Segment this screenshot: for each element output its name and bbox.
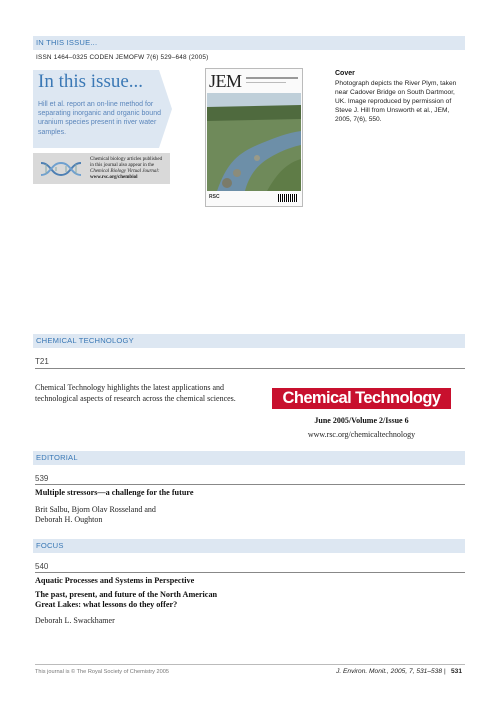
in-this-issue-title: In this issue... <box>38 71 144 92</box>
chem-tech-issue: June 2005/Volume 2/Issue 6 <box>314 416 409 425</box>
footer-copyright: This journal is © The Royal Society of Chemistry 2005 <box>35 669 169 675</box>
section-band-editorial: EDITORIAL <box>33 451 465 465</box>
virtual-journal-text <box>90 157 162 181</box>
editorial-authors-line-1: Brit Salbu, Bjorn Olav Rosseland and <box>35 505 156 514</box>
focus-series-title: Aquatic Processes and Systems in Perspective <box>35 576 195 585</box>
chem-tech-rule <box>35 368 465 369</box>
virtual-journal-box <box>33 153 170 184</box>
chem-tech-page-number: T21 <box>35 357 49 366</box>
cover-heading: Cover <box>335 70 355 77</box>
focus-article-title-line-2[interactable]: Great Lakes: what lessons do they offer? <box>35 600 178 609</box>
river-photo <box>207 93 301 191</box>
footer-separator: | <box>444 668 446 675</box>
in-this-issue-text: Hill et al. report an on-line method for separating inorganic and organic bound uranium species present in river water samples. <box>38 101 161 136</box>
cover-header-rule <box>246 77 298 79</box>
footer-citation: J. Environ. Monit., 2005, 7, 531–538 <box>336 668 442 675</box>
focus-page-number: 540 <box>35 562 49 571</box>
editorial-page-number: 539 <box>35 474 49 483</box>
chem-tech-url[interactable]: www.rsc.org/chemicaltechnology <box>307 430 416 439</box>
footer-rule <box>35 664 465 665</box>
vj-line-1: Chemical biology articles published <box>90 157 163 162</box>
chemical-technology-logo-text: Chemical Technology <box>282 389 441 407</box>
chemical-technology-logo <box>272 388 451 409</box>
chem-tech-description: Chemical Technology highlights the latest applications and technological aspects of research across the chemical sciences. <box>35 383 236 403</box>
focus-article-title-line-1[interactable]: The past, present, and future of the North American <box>35 590 218 599</box>
section-band-focus: FOCUS <box>33 539 465 553</box>
barcode-icon <box>278 194 298 202</box>
cover-header-rule-2 <box>246 82 286 83</box>
jem-logo: JEM <box>209 71 242 91</box>
cover-caption: Photograph depicts the River Plym, taken near Cadover Bridge on South Dartmoor, UK. Image reproduced by permission of Steve J. Hill from Unsworth et al., JEM, 2005, 7(6), 550. <box>335 80 457 123</box>
footer-page-number: 531 <box>451 668 463 675</box>
vj-line-2: in this journal also appear in the <box>90 163 155 168</box>
issn-line: ISSN 1464–0325 CODEN JEMOFW 7(6) 529–648 (2005) <box>36 54 209 61</box>
section-band-chemical-technology: CHEMICAL TECHNOLOGY <box>33 334 465 348</box>
editorial-authors-line-2: Deborah H. Oughton <box>35 515 103 524</box>
journal-cover-image <box>205 68 303 207</box>
focus-author: Deborah L. Swackhamer <box>35 616 115 625</box>
editorial-title[interactable]: Multiple stressors—a challenge for the future <box>35 488 194 497</box>
rsc-logo: RSC <box>209 194 220 200</box>
focus-rule <box>35 572 465 573</box>
vj-url[interactable]: www.rsc.org/chembiol <box>90 175 138 180</box>
dna-helix-icon <box>41 159 81 179</box>
vj-line-3: Chemical Biology Virtual Journal: <box>90 169 160 174</box>
section-band-in-this-issue: IN THIS ISSUE... <box>33 36 465 50</box>
editorial-rule <box>35 484 465 485</box>
